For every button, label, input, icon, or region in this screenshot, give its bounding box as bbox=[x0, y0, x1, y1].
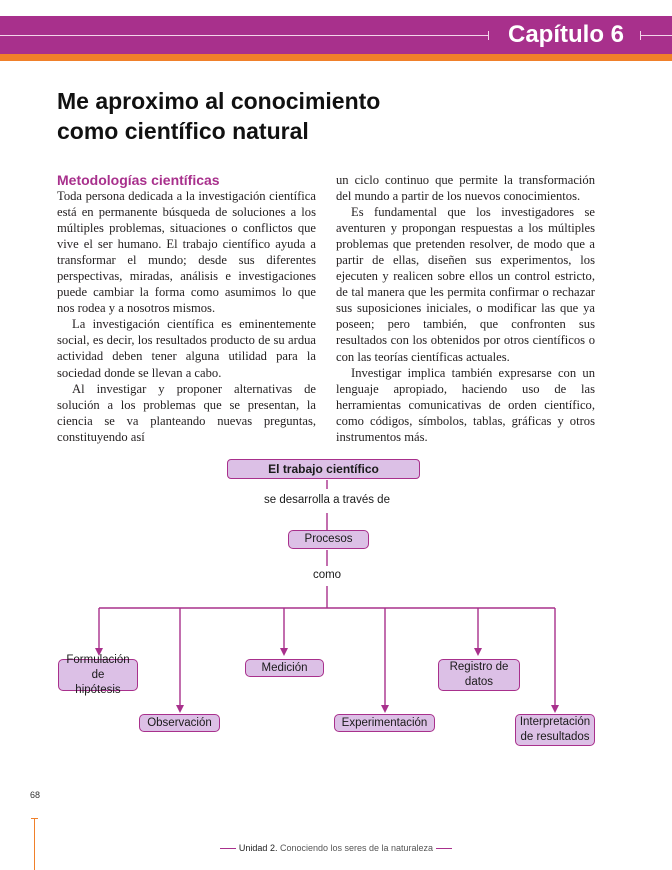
concept-node-formulacion-hipotesis: Formulación de hipótesis bbox=[58, 659, 138, 691]
concept-node-experimentacion: Experimentación bbox=[334, 714, 435, 732]
concept-node-interpretacion-resultados: Interpretación de resultados bbox=[515, 714, 595, 746]
page-title-line-2: como científico natural bbox=[57, 118, 309, 144]
paragraph: La investigación científica es eminentemente social, es decir, los resultados producto de su ardua actividad deben tener alguna utilidad para la sociedad donde se llevan a cabo. bbox=[57, 317, 316, 380]
concept-node-procesos: Procesos bbox=[288, 530, 369, 549]
connector-label: se desarrolla a través de bbox=[264, 494, 390, 506]
chapter-label: Capítulo 6 bbox=[507, 21, 624, 48]
concept-node-root: El trabajo científico bbox=[227, 459, 420, 479]
paragraph: Investigar implica también expresarse con un lenguaje apropiado, haciendo uso de las herramientas comunicativas de orden científico, como códigos, símbolos, tablas, gráficas y otros instrumentos más. bbox=[336, 365, 595, 444]
connector-label-como: como bbox=[312, 569, 342, 581]
page-number: 68 bbox=[30, 790, 41, 800]
footer-rule-left bbox=[220, 848, 236, 849]
section-heading: Metodologías científicas bbox=[57, 172, 220, 188]
concept-node-registro-datos: Registro de datos bbox=[438, 659, 520, 691]
paragraph: Es fundamental que los investigadores se aventuren y propongan respuestas a los múltiples problemas que pretenden resolver, de modo que a partir de ellas, diseñen sus experimentos, los ejecuten y realicen sobre ellos un control estricto, de tal manera que les permita confirmar o rechazar sus suposiciones iniciales, o modificar las que ya poseen; pero también, que confronten sus resultados con los obtenidos por otros científicos o con las teorías científicas actuales. bbox=[336, 205, 595, 364]
concept-node-medicion: Medición bbox=[245, 659, 324, 677]
concept-node-observacion: Observación bbox=[139, 714, 220, 732]
footer-title: Conociendo los seres de la naturaleza bbox=[279, 843, 434, 853]
paragraph: Toda persona dedicada a la investigación científica está en permanente búsqueda de soluciones a los múltiples problemas, situaciones o conflictos que vive el ser humano. El trabajo científico ayuda a transformar el mundo; desde sus diferentes perspectivas, miradas, análisis e investigaciones puede cambiar la forma como asumimos lo que nos rodea y a nosotros mismos. bbox=[57, 189, 316, 316]
paragraph: un ciclo continuo que permite la transformación del mundo a partir de los nuevos conocimientos. bbox=[336, 173, 595, 204]
footer-unit: Unidad 2. bbox=[238, 843, 278, 853]
footer-rule-right bbox=[436, 848, 452, 849]
footer bbox=[0, 843, 672, 853]
paragraph: Al investigar y proponer alternativas de solución a los problemas que se presentan, la ciencia se va planteando nuevas preguntas, constituyendo así bbox=[57, 381, 316, 444]
page-title-line-1: Me aproximo al conocimiento bbox=[57, 88, 381, 114]
